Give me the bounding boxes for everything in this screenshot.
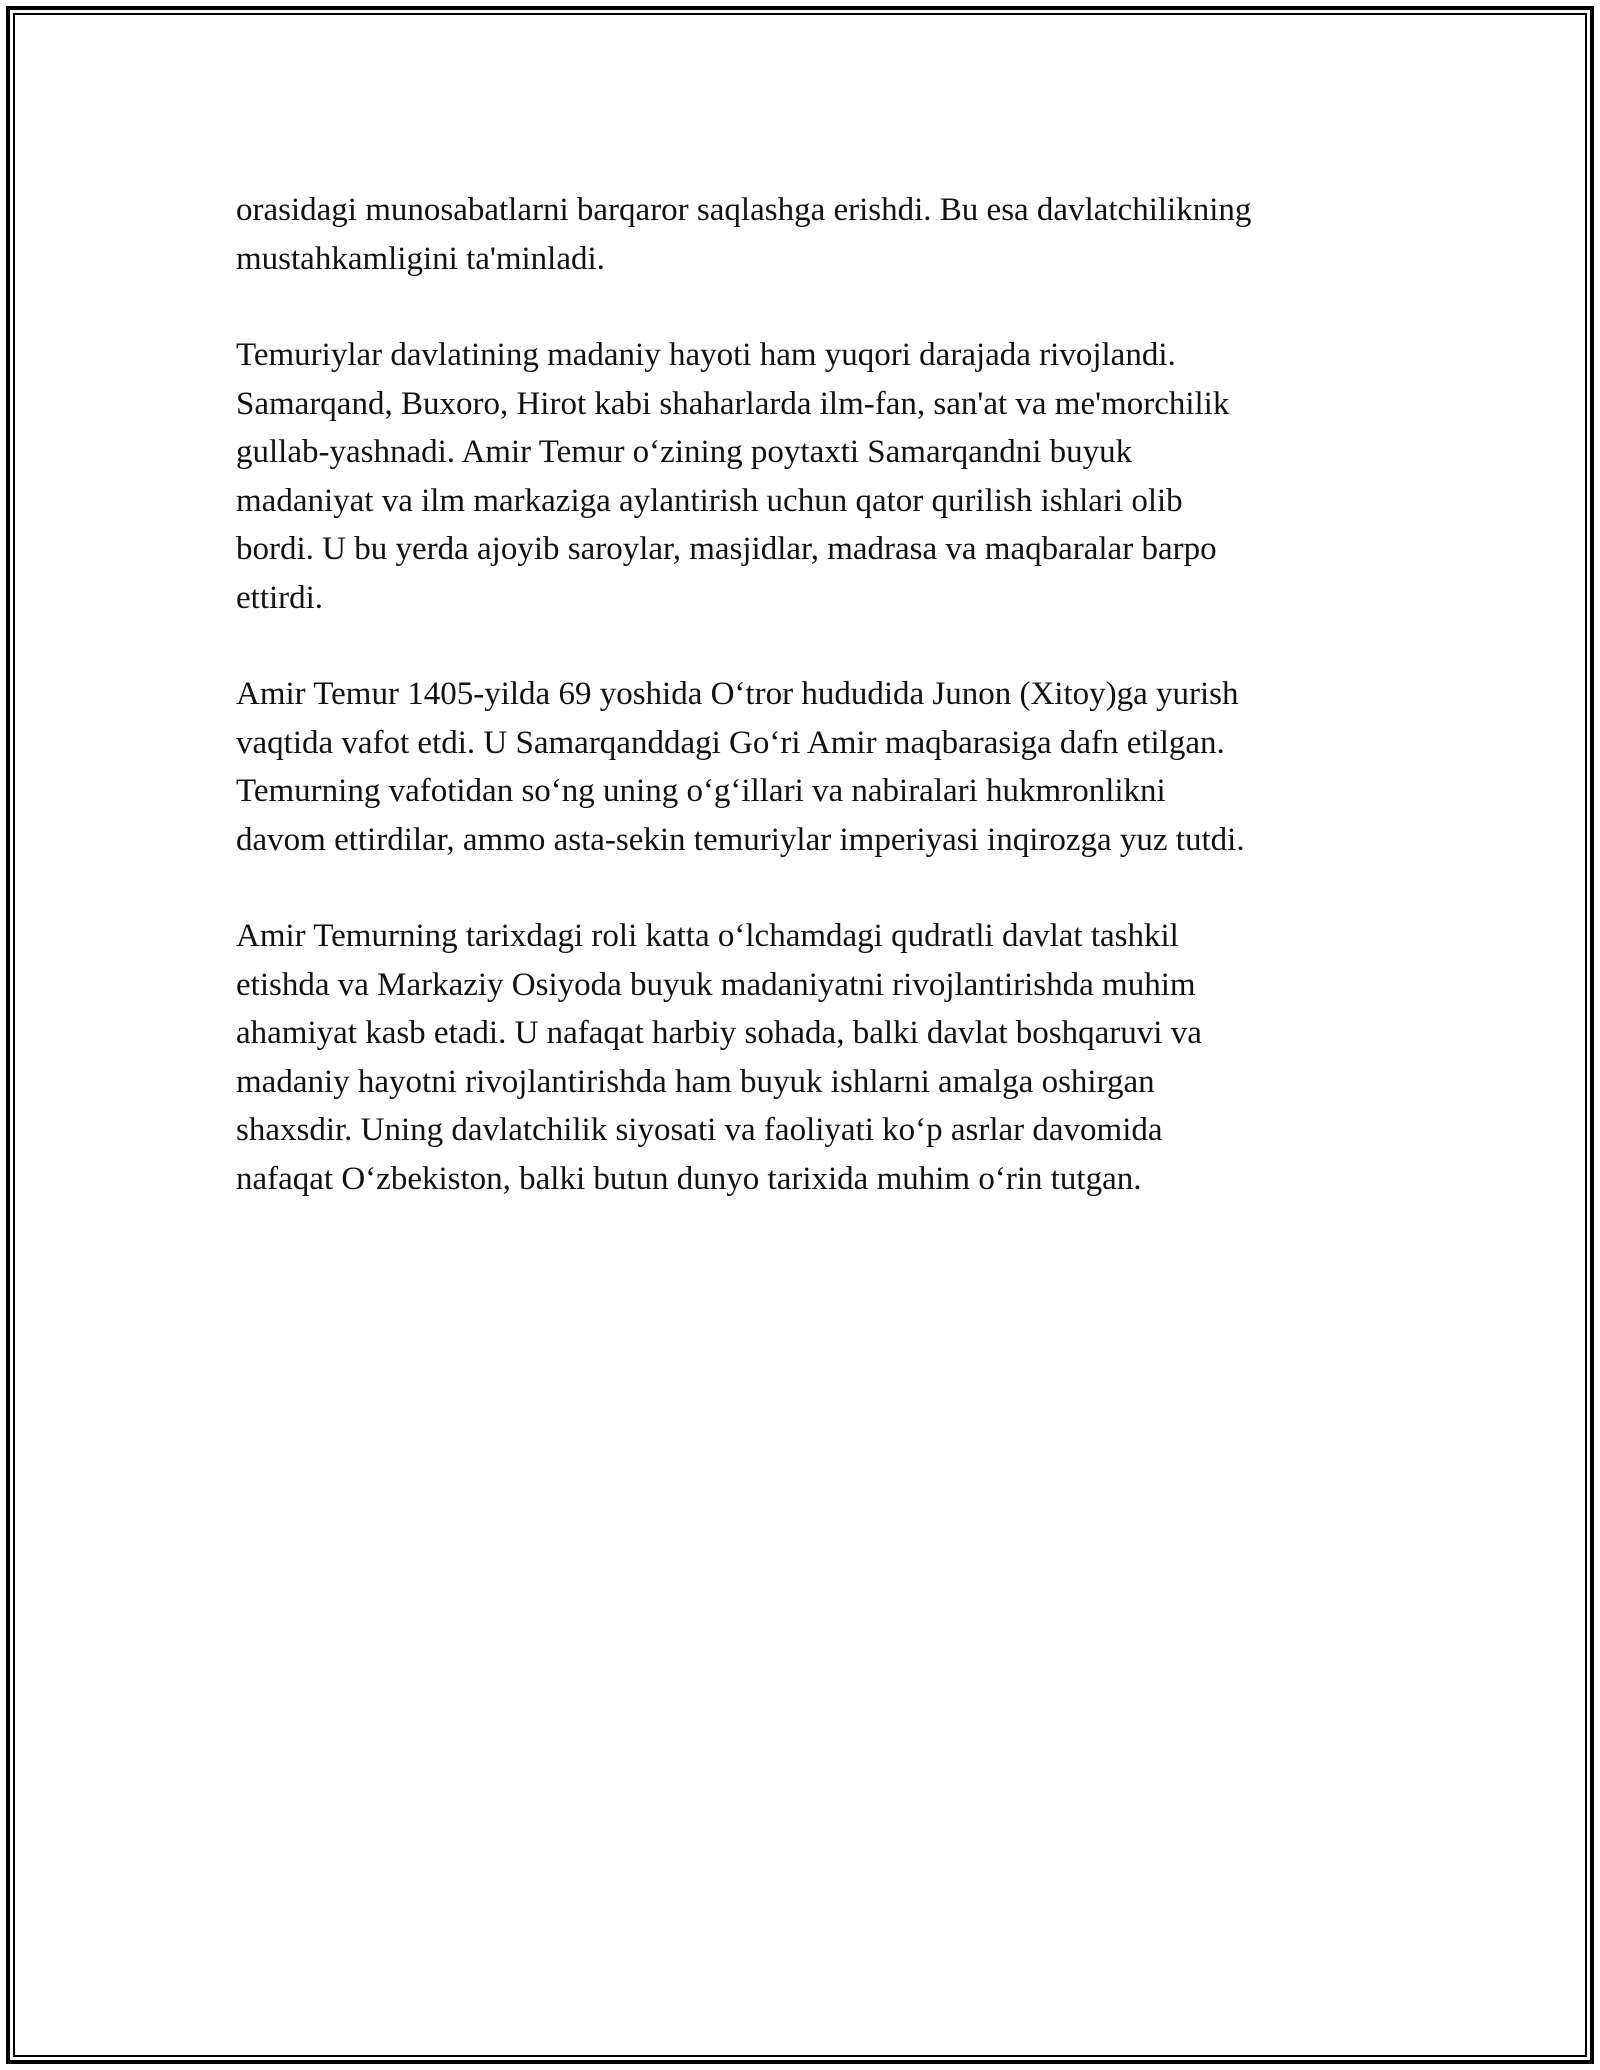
text-line: madaniy hayotni rivojlantirishda ham buyuk ishlarni amalga oshirgan bbox=[236, 1063, 1155, 1100]
text-line: ahamiyat kasb etadi. U nafaqat harbiy sohada, balki davlat boshqaruvi va bbox=[236, 1015, 1202, 1051]
paragraph-3 bbox=[236, 670, 1376, 864]
paragraph-1 bbox=[236, 186, 1376, 283]
text-line: ettirdi. bbox=[236, 579, 324, 616]
text-line: Amir Temur 1405-yilda 69 yoshida O‘tror hududida Junon (Xitoy)ga yurish bbox=[236, 676, 1239, 712]
text-line: madaniyat va ilm markaziga aylantirish uchun qator qurilish ishlari olib bbox=[236, 482, 1183, 519]
text-line: davom ettirdilar, ammo asta-sekin temuriylar imperiyasi inqirozga yuz tutdi. bbox=[236, 821, 1245, 858]
text-line: vaqtida vafot etdi. U Samarqanddagi Go‘ri Amir maqbarasiga dafn etilgan. bbox=[236, 724, 1225, 761]
text-line: mustahkamligini ta'minladi. bbox=[236, 240, 605, 277]
text-line: Samarqand, Buxoro, Hirot kabi shaharlarda ilm-fan, san'at va me'morchilik bbox=[236, 385, 1230, 422]
text-line: bordi. U bu yerda ajoyib saroylar, masjidlar, madrasa va maqbaralar barpo bbox=[236, 531, 1217, 567]
document-body bbox=[236, 186, 1376, 1251]
text-line: nafaqat O‘zbekiston, balki butun dunyo tarixida muhim o‘rin tutgan. bbox=[236, 1160, 1142, 1197]
paragraph-2 bbox=[236, 331, 1376, 622]
text-line: Temurning vafotidan so‘ng uning o‘g‘illari va nabiralari hukmronlikni bbox=[236, 773, 1166, 809]
text-line: shaxsdir. Uning davlatchilik siyosati va faoliyati ko‘p asrlar davomida bbox=[236, 1112, 1163, 1148]
text-line: Temuriylar davlatining madaniy hayoti ham yuqori darajada rivojlandi. bbox=[236, 337, 1176, 373]
text-line: gullab-yashnadi. Amir Temur o‘zining poytaxti Samarqandni buyuk bbox=[236, 434, 1133, 470]
paragraph-4 bbox=[236, 912, 1376, 1203]
text-line: Amir Temurning tarixdagi roli katta o‘lchamdagi qudratli davlat tashkil bbox=[236, 918, 1179, 954]
text-line: orasidagi munosabatlarni barqaror saqlashga erishdi. Bu esa davlatchilikning bbox=[236, 192, 1252, 228]
text-line: etishda va Markaziy Osiyoda buyuk madaniyatni rivojlantirishda muhim bbox=[236, 966, 1196, 1003]
